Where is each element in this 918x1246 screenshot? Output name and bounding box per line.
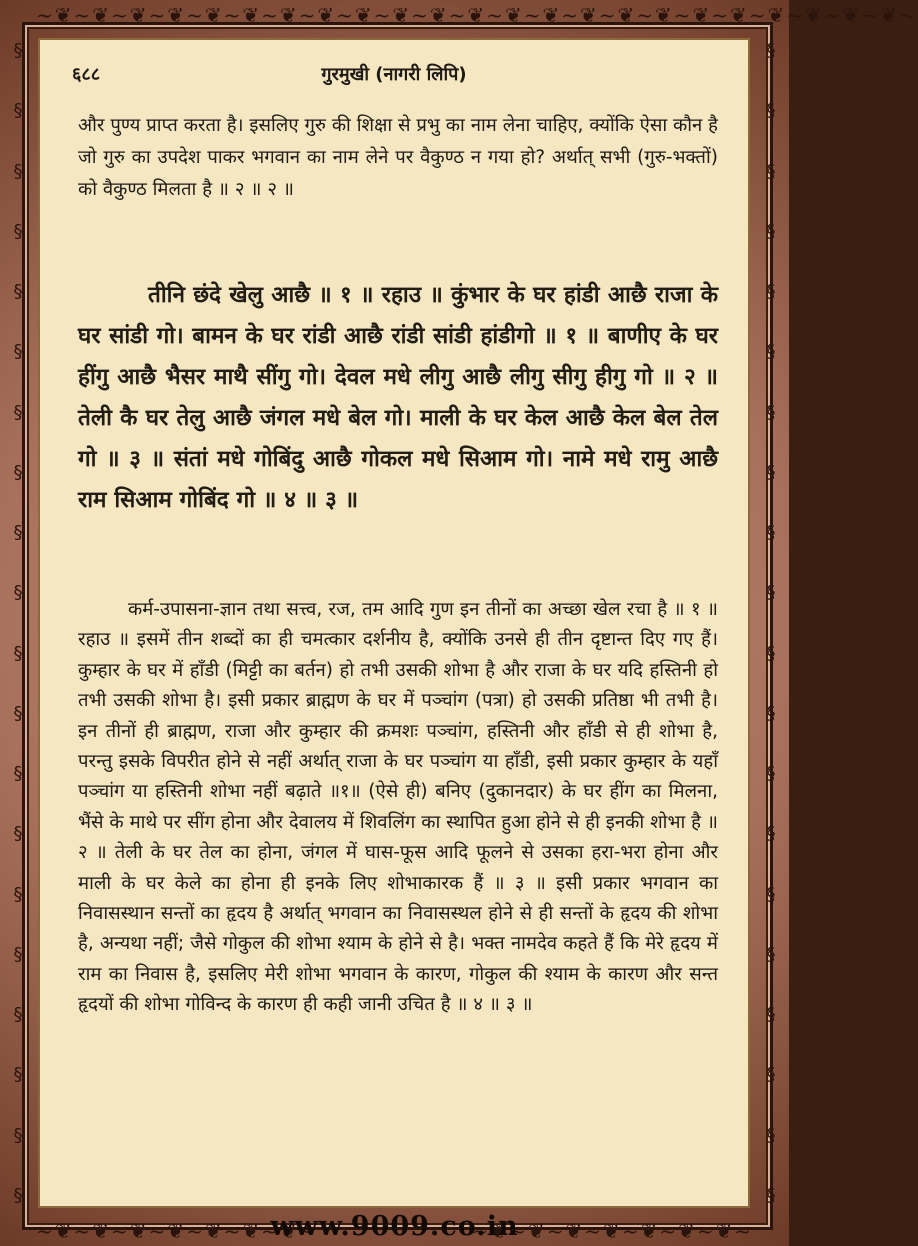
verse-block	[78, 275, 718, 521]
bottom-ornament: ~❦~❦~❦~❦~❦~❦~❦~ ~❦~❦~❦~❦~❦~❦~❦~	[36, 1219, 753, 1243]
page-header	[72, 62, 716, 92]
commentary-paragraph-1: और पुण्य प्राप्त करता है। इसलिए गुरु की शिक्षा से प्रभु का नाम लेना चाहिए, क्योंकि ऐसा कौन है जो गुरु का उपदेश पाकर भगवान का नाम लेने पर वैकुण्ठ न गया हो? अर्थात् सभी (गुरु-भक्तों) को वैकुण्ठ मिलता है ॥ २ ॥ २ ॥	[78, 115, 719, 200]
left-ornament: § § § § § § § § § § § § § § § § § § § §	[13, 40, 23, 1206]
verse-text: तीनि छंदे खेलु आछै ॥ १ ॥ रहाउ ॥ कुंभार के घर हांडी आछै राजा के घर सांडी गो। बामन के घर रांडी आछै रांडी सांडी हांडीगो ॥ १ ॥ बाणीए के घर हींगु आछै भैसर माथै सींगु गो। देवल मधे लीगु आछै लीगु सीगु हीगु गो ॥ २ ॥ तेली कै घर तेलु आछै जंगल मधे बेल गो। माली के घर केल आछै केल बेल तेल गो ॥ ३ ॥ संतां मधे गोबिंदु आछै गोकल मधे सिआम गो। नामे मधे रामु आछै राम सिआम गोबिंद गो ॥ ४ ॥ ३ ॥	[78, 282, 718, 513]
running-title: गुरमुखी (नागरी लिपि)	[321, 64, 467, 85]
commentary-text: कर्म-उपासना-ज्ञान तथा सत्त्व, रज, तम आदि गुण इन तीनों का अच्छा खेल रचा है ॥ १ ॥ रहाउ ॥ इसमें तीन शब्दों का ही चमत्कार दर्शनीय है, क्योंकि उनसे ही तीन दृष्टान्त दिए गए हैं। कुम्हार के घर में हाँडी (मिट्टी का बर्तन) हो तभी उसकी शोभा है और राजा के घर यदि हस्तिनी हो तभी उसकी शोभा है। इसी प्रकार ब्राह्मण के घर में पञ्चांग (पत्रा) हो उसकी प्रतिष्ठा भी तभी है। इन तीनों ही ब्राह्मण, राजा और कुम्हार की क्रमशः पञ्चांग, हस्तिनी और हाँडी से ही शोभा है, परन्तु इसके विपरीत होने से नहीं अर्थात् राजा के घर पञ्चांग या हाँडी, इसी प्रकार कुम्हार के यहाँ पञ्चांग या हस्तिनी शोभा नहीं बढ़ाते ॥१॥ (ऐसे ही) बनिए (दुकानदार) के घर हींग का मिलना, भैंसे के माथे पर सींग होना और देवालय में शिवलिंग का स्थापित हुआ होने से ही इनकी शोभा है ॥ २ ॥ तेली के घर तेल का होना, जंगल में घास-फूस आदि फूलने से उसका हरा-भरा होना और माली के घर केले का होना ही इनके लिए शोभाकारक हैं ॥ ३ ॥ इसी प्रकार भगवान का निवासस्थान सन्तों का हृदय है अर्थात् भगवान का निवासस्थल होने से ही सन्तों के हृदय की शोभा है, अन्यथा नहीं; जैसे गोकुल की शोभा श्याम के होने से है। भक्त नामदेव कहते हैं कि मेरे हृदय में राम का निवास है, इसलिए मेरी शोभा भगवान के कारण, गोकुल की श्याम के कारण और सन्त हृदयों की शोभा गोविन्द के कारण ही कही जानी उचित है ॥ ४ ॥ ३ ॥	[78, 599, 718, 1016]
book-page	[38, 38, 750, 1208]
right-ornament: § § § § § § § § § § § § § § § § § § § §	[766, 40, 776, 1206]
top-ornament: ~❦~❦~❦~❦~❦~❦~❦~❦~❦~❦~❦~❦~❦~❦~❦~❦~❦~❦~❦~❦~❦~❦~❦~	[36, 3, 918, 27]
page-number: ६८८	[72, 64, 101, 85]
site-watermark: www.9009.co.in	[270, 1211, 519, 1242]
commentary-paragraph-2	[78, 595, 718, 1021]
